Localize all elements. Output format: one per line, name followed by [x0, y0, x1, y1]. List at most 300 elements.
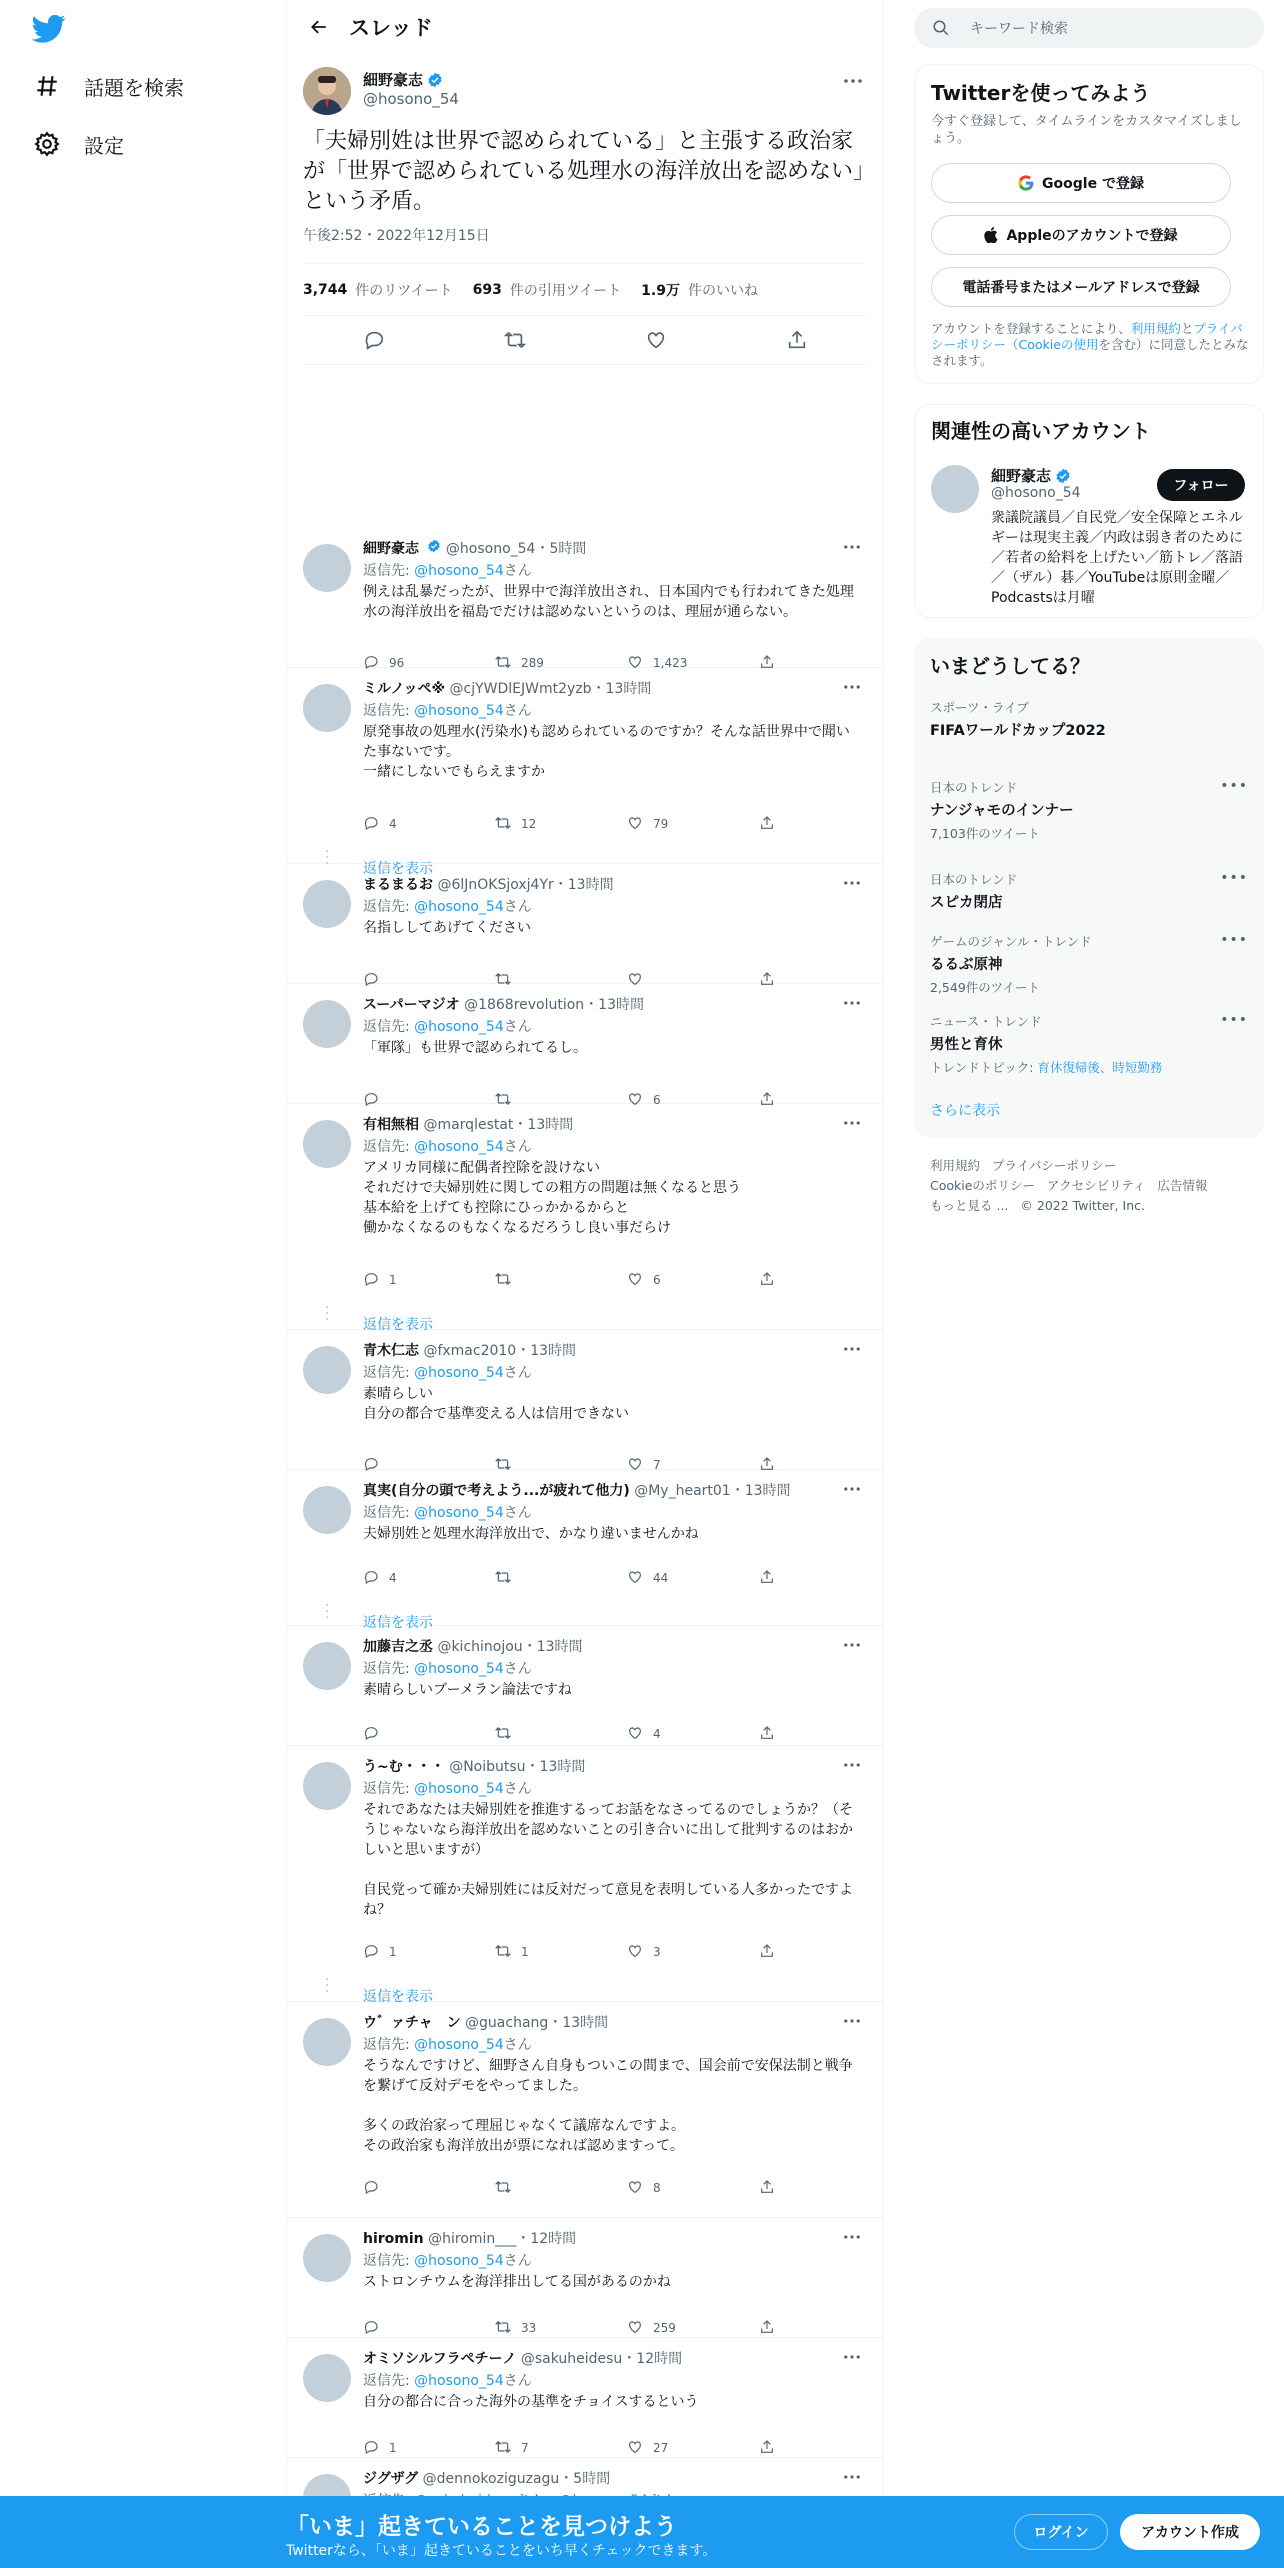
- reply-text: 素晴らしい 自分の都合で基準変える人は信用できない: [363, 1386, 629, 1422]
- reply-to-suffix: さん: [503, 2373, 532, 2389]
- reply-to-prefix: 返信先:: [363, 1781, 415, 1797]
- legal-privacy-link[interactable]: プライバシーポリシー: [931, 321, 1243, 352]
- avatar[interactable]: [303, 2234, 351, 2282]
- nav-explore[interactable]: [32, 64, 184, 108]
- reply-to: [363, 1502, 532, 1522]
- reply-actions: [363, 1270, 803, 1290]
- reply-to: [363, 1778, 532, 1798]
- reply-count: 4: [389, 817, 397, 831]
- main-column: [286, 0, 884, 2568]
- reply-tweet[interactable]: [287, 2002, 883, 2218]
- reply-to: [363, 1016, 532, 1036]
- show-replies-link[interactable]: 返信を表示: [363, 1317, 433, 1333]
- trend-topic-prefix: トレンドトピック:: [930, 1060, 1038, 1075]
- avatar[interactable]: [303, 67, 351, 115]
- reply-author-name[interactable]: オミソシルフラペチーノ: [363, 2351, 517, 2367]
- reply-to-link[interactable]: @hosono_54: [414, 2037, 504, 2053]
- like-icon: [627, 2439, 643, 2458]
- tweet-stats: [303, 263, 867, 316]
- reply-button[interactable]: [363, 1725, 495, 1744]
- reply-to-suffix: さん: [503, 1365, 532, 1381]
- reply-tweet[interactable]: [287, 864, 883, 984]
- share-button[interactable]: [759, 2179, 775, 2198]
- like-icon: [627, 1725, 643, 1744]
- reply-to-prefix: 返信先:: [363, 2373, 415, 2389]
- reply-author-name[interactable]: う~む・・・: [363, 1759, 445, 1775]
- retweet-icon: [495, 1943, 511, 1962]
- google-signup-label: Google で登録: [1042, 176, 1144, 192]
- like-icon[interactable]: [645, 329, 667, 351]
- reply-author-name[interactable]: まるまるお: [363, 877, 433, 893]
- like-count: 79: [653, 817, 669, 831]
- trend-title: FIFAワールドカップ2022: [930, 723, 1106, 739]
- retweet-count-label: 件のリツイート: [355, 282, 453, 299]
- reply-to-link[interactable]: @hosono_54: [414, 899, 504, 915]
- reply-to: [363, 1136, 532, 1156]
- reply-to-link[interactable]: @hosono_54: [414, 2253, 504, 2269]
- more-options-icon[interactable]: [839, 992, 865, 1014]
- nav-settings[interactable]: [32, 122, 124, 166]
- share-icon: [759, 1569, 775, 1588]
- legal-terms-link[interactable]: 利用規約: [1130, 321, 1181, 336]
- avatar[interactable]: [303, 544, 351, 592]
- reply-time[interactable]: ・13時間: [553, 877, 614, 893]
- reply-button[interactable]: [363, 2179, 495, 2198]
- like-button[interactable]: [627, 815, 759, 834]
- hashtag-icon: [32, 71, 62, 101]
- footer-cookie[interactable]: Cookieのポリシー: [930, 1178, 1035, 1193]
- avatar[interactable]: [303, 684, 351, 732]
- reply-time[interactable]: ・13時間: [525, 1759, 586, 1775]
- retweet-button[interactable]: [495, 2439, 627, 2458]
- reply-button[interactable]: [363, 2439, 495, 2458]
- reply-to-suffix: さん: [503, 563, 532, 579]
- reply-text: 例えは乱暴だったが、世界中で海洋放出され、日本国内でも行われてきた処理水の海洋放出を福島でだけは認めないというのは、理屈が通らない。: [363, 584, 854, 620]
- avatar[interactable]: [303, 2354, 351, 2402]
- more-options-icon[interactable]: •••: [1220, 1012, 1248, 1028]
- like-count: 4: [653, 1727, 661, 1741]
- more-options-icon[interactable]: [839, 676, 865, 698]
- avatar[interactable]: [303, 880, 351, 928]
- reply-author-name[interactable]: ミルノッペ※: [363, 681, 446, 697]
- reply-time[interactable]: ・5時間: [559, 2471, 611, 2487]
- reply-actions: [363, 1568, 803, 1588]
- reply-to-prefix: 返信先:: [363, 703, 415, 719]
- reply-author-name[interactable]: 加藤吉之丞: [363, 1639, 433, 1655]
- reply-to-suffix: さん: [503, 1019, 532, 1035]
- reply-author-name[interactable]: スーパーマジオ: [363, 997, 460, 1013]
- create-account-button[interactable]: アカウント作成: [1120, 2514, 1260, 2550]
- trends-show-more[interactable]: さらに表示: [930, 1103, 1000, 1119]
- retweet-icon: [495, 2319, 511, 2338]
- reply-button[interactable]: [363, 815, 495, 834]
- reply-tweet[interactable]: [287, 984, 883, 1107]
- retweet-count: 7: [521, 2441, 529, 2455]
- reply-author-handle[interactable]: @1868revolution: [464, 997, 585, 1013]
- more-options-icon[interactable]: [839, 1754, 865, 1776]
- like-count: 27: [653, 2441, 669, 2455]
- reply-author-handle[interactable]: @dennokoziguzagu: [422, 2471, 560, 2487]
- share-icon: [759, 815, 775, 834]
- retweet-count: 289: [521, 656, 544, 670]
- more-options-icon[interactable]: [839, 2466, 865, 2488]
- reply-author-handle[interactable]: @fxmac2010: [423, 1343, 517, 1359]
- avatar[interactable]: [303, 1642, 351, 1690]
- share-button[interactable]: [759, 1943, 775, 1962]
- reply-author-handle[interactable]: @sakuheidesu: [520, 2351, 623, 2367]
- like-button[interactable]: [627, 1725, 759, 1744]
- share-button[interactable]: [759, 1271, 775, 1290]
- apple-icon: [984, 227, 998, 243]
- reply-header: [363, 2228, 576, 2248]
- reply-author-name[interactable]: ジグザグ: [363, 2471, 419, 2487]
- page-title: スレッド: [349, 15, 433, 40]
- reply-to-prefix: 返信先:: [363, 2037, 415, 2053]
- reply-to-link[interactable]: @hosono_54: [414, 703, 504, 719]
- google-signup-button[interactable]: [931, 163, 1231, 203]
- more-options-icon[interactable]: •••: [1220, 932, 1248, 948]
- like-count: 6: [653, 1273, 661, 1287]
- related-name[interactable]: [991, 465, 1071, 486]
- phone-signup-button[interactable]: [931, 267, 1231, 307]
- gear-icon: [32, 129, 62, 159]
- page-header: [287, 0, 883, 53]
- reply-text: それであなたは夫婦別姓を推進するってお話をなさってるのでしょうか？（そうじゃないなら海洋放出を認めないことの引き合いに出して批判するのはおかしいと思いますが） 自民党って確か夫婦別姓には反対だって意見を表明している人多かったですよね？: [363, 1802, 853, 1918]
- legal-prefix: アカウントを登録することにより、: [931, 321, 1131, 336]
- reply-author-handle[interactable]: @marqlestat: [423, 1117, 514, 1133]
- trend-item[interactable]: [930, 932, 1248, 996]
- retweet-button[interactable]: [495, 1725, 627, 1744]
- retweet-count: 33: [521, 2321, 537, 2335]
- reply-actions: [363, 2178, 803, 2198]
- more-options-icon[interactable]: [839, 2010, 865, 2032]
- related-title: 関連性の高いアカウント: [931, 419, 1151, 443]
- reply-author-handle[interactable]: @6lJnOKSjoxj4Yr: [437, 877, 554, 893]
- more-options-icon[interactable]: [839, 2226, 865, 2248]
- share-icon: [759, 2319, 775, 2338]
- reply-button[interactable]: [363, 1271, 495, 1290]
- reply-tweet[interactable]: [287, 1626, 883, 1746]
- reply-time[interactable]: ・13時間: [730, 1483, 791, 1499]
- reply-to: [363, 560, 532, 580]
- reply-icon[interactable]: [363, 329, 385, 351]
- apple-signup-button[interactable]: [931, 215, 1231, 255]
- retweet-icon[interactable]: [504, 329, 526, 351]
- legal-cookie-link[interactable]: （Cookieの使用: [1006, 337, 1099, 352]
- back-arrow-icon[interactable]: [299, 7, 339, 47]
- reply-count: 4: [389, 1571, 397, 1585]
- like-icon: [627, 1943, 643, 1962]
- share-button[interactable]: [759, 2439, 775, 2458]
- quote-count-label: 件の引用ツイート: [509, 282, 622, 299]
- like-count[interactable]: 1.9万: [641, 282, 680, 299]
- reply-tweet[interactable]: [287, 1470, 883, 1631]
- retweet-icon: [495, 815, 511, 834]
- reply-time[interactable]: ・13時間: [591, 681, 652, 697]
- like-icon: [627, 1271, 643, 1290]
- reply-to-link[interactable]: @hosono_54: [414, 1139, 504, 1155]
- reply-to-link[interactable]: @hosono_54: [414, 563, 504, 579]
- reply-author-name[interactable]: 青木仁志: [363, 1343, 419, 1359]
- reply-to: [363, 1658, 532, 1678]
- trends-card: [914, 638, 1264, 1138]
- signup-title: Twitterを使ってみよう: [931, 81, 1151, 105]
- more-options-icon[interactable]: [839, 2346, 865, 2368]
- trend-item[interactable]: [930, 698, 1248, 740]
- retweet-button[interactable]: [495, 2319, 627, 2338]
- related-accounts-card: [914, 404, 1264, 618]
- like-button[interactable]: [627, 1943, 759, 1962]
- reply-to-prefix: 返信先:: [363, 1139, 415, 1155]
- retweet-button[interactable]: [495, 815, 627, 834]
- reply-tweet[interactable]: [287, 1330, 883, 1470]
- trend-topic: [930, 1058, 1248, 1076]
- reply-to-link[interactable]: @hosono_54: [414, 1019, 504, 1035]
- signup-legal: [931, 321, 1249, 369]
- footer-more[interactable]: もっと見る ...: [930, 1198, 1009, 1213]
- reply-actions: [363, 2438, 803, 2458]
- avatar[interactable]: [303, 2018, 351, 2066]
- reply-to-suffix: さん: [503, 2253, 532, 2269]
- legal-suffix: を含む）に同意したとみなされます。: [931, 337, 1249, 368]
- thread-dots: [325, 1978, 329, 1996]
- reply-to-link[interactable]: @hosono_54: [414, 1505, 504, 1521]
- more-options-icon[interactable]: [839, 1634, 865, 1656]
- like-icon: [627, 1569, 643, 1588]
- trend-category: ゲームのジャンル・トレンド: [930, 934, 1092, 949]
- share-icon: [759, 1943, 775, 1962]
- reply-tweet[interactable]: [287, 2218, 883, 2338]
- like-icon: [627, 2179, 643, 2198]
- like-count: 259: [653, 2321, 676, 2335]
- reply-tweet[interactable]: [287, 668, 883, 877]
- reply-to-link[interactable]: @hosono_54: [414, 2373, 504, 2389]
- reply-author-handle[interactable]: @Noibutsu: [449, 1759, 526, 1775]
- reply-header: [363, 2348, 682, 2368]
- reply-text: アメリカ同様に配偶者控除を設けない それだけで夫婦別姓に関しての粗方の問題は無くなると思う 基本給を上げても控除にひっかかるからと 働かなくなるのもなくなるだろうし良い事だらけ: [363, 1160, 741, 1236]
- more-options-icon[interactable]: [839, 872, 865, 894]
- reply-time[interactable]: ・13時間: [584, 997, 645, 1013]
- more-options-icon[interactable]: [839, 536, 865, 558]
- like-count: 3: [653, 1945, 661, 1959]
- footer-links: [930, 1156, 1260, 1216]
- share-button[interactable]: [759, 1569, 775, 1588]
- reply-author-handle[interactable]: @hosono_54: [445, 541, 536, 557]
- reply-to-suffix: さん: [503, 899, 532, 915]
- reply-time[interactable]: ・13時間: [548, 2015, 609, 2031]
- trend-item[interactable]: [930, 870, 1248, 912]
- retweet-button[interactable]: [495, 1943, 627, 1962]
- tweet-timestamp[interactable]: 午後2:52・2022年12月15日: [303, 228, 490, 244]
- follow-button[interactable]: フォロー: [1157, 469, 1245, 501]
- twitter-logo-icon[interactable]: [32, 14, 66, 44]
- reply-time[interactable]: ・13時間: [522, 1639, 583, 1655]
- share-icon[interactable]: [786, 329, 808, 351]
- reply-header: [363, 1480, 791, 1500]
- reply-author-name[interactable]: 細野豪志: [363, 541, 419, 557]
- reply-author-handle[interactable]: @My_heart01: [634, 1483, 731, 1499]
- reply-header: [363, 538, 586, 558]
- reply-author-handle[interactable]: @cjYWDlEJWmt2yzb: [449, 681, 592, 697]
- reply-icon: [363, 1725, 379, 1744]
- like-button[interactable]: [627, 2319, 759, 2338]
- signup-card: [914, 64, 1264, 384]
- retweet-count[interactable]: 3,744: [303, 281, 348, 298]
- reply-to-suffix: さん: [503, 1781, 532, 1797]
- reply-time[interactable]: ・13時間: [513, 1117, 574, 1133]
- reply-text: 夫婦別姓と処理水海洋放出で、かなり違いませんかね: [363, 1526, 699, 1542]
- share-button[interactable]: [759, 1725, 775, 1744]
- reply-button[interactable]: [363, 2319, 495, 2338]
- reply-tweet[interactable]: [287, 528, 883, 668]
- reply-author-name[interactable]: 真実(自分の頭で考えよう...が疲れて他力): [363, 1483, 630, 1499]
- reply-author-name[interactable]: 有相無相: [363, 1117, 419, 1133]
- share-icon: [759, 1725, 775, 1744]
- reply-time[interactable]: ・5時間: [535, 541, 587, 557]
- reply-actions: [363, 2318, 803, 2338]
- reply-header: [363, 1756, 585, 1776]
- retweet-icon: [495, 1569, 511, 1588]
- footer-privacy[interactable]: プライバシーポリシー: [992, 1158, 1117, 1173]
- like-icon: [627, 2319, 643, 2338]
- phone-signup-label: 電話番号またはメールアドレスで登録: [962, 280, 1200, 296]
- reply-to-link[interactable]: @hosono_54: [414, 1781, 504, 1797]
- trend-item[interactable]: [930, 1012, 1248, 1076]
- trend-category: ニュース・トレンド: [930, 1014, 1042, 1029]
- retweet-button[interactable]: [495, 2179, 627, 2198]
- trend-title: 男性と育休: [930, 1037, 1003, 1053]
- retweet-icon: [495, 1271, 511, 1290]
- thread-dots: [325, 1306, 329, 1324]
- reply-to-suffix: さん: [503, 1139, 532, 1155]
- apple-signup-label: Appleのアカウントで登録: [1006, 228, 1178, 244]
- reply-button[interactable]: [363, 1943, 495, 1962]
- trends-title: いまどうしてる？: [930, 654, 1090, 678]
- reply-header: [363, 874, 614, 894]
- like-count: 44: [653, 1571, 669, 1585]
- reply-time[interactable]: ・12時間: [516, 2231, 577, 2247]
- trend-title: ナンジャモのインナー: [930, 803, 1074, 819]
- retweet-count: 1: [521, 1945, 529, 1959]
- like-button[interactable]: [627, 1569, 759, 1588]
- trend-count: 2,549件のツイート: [930, 980, 1040, 995]
- avatar[interactable]: [303, 1346, 351, 1394]
- reply-icon: [363, 2179, 379, 2198]
- author-handle[interactable]: @hosono_54: [363, 90, 459, 108]
- author-name-text: 細野豪志: [363, 71, 424, 89]
- more-options-icon[interactable]: [839, 67, 867, 95]
- reply-count: 1: [389, 1273, 397, 1287]
- reply-author-name[interactable]: hiromin: [363, 2231, 424, 2247]
- avatar[interactable]: [303, 1120, 351, 1168]
- reply-author-handle[interactable]: @guachang: [465, 2015, 549, 2031]
- related-handle[interactable]: @hosono_54: [991, 485, 1081, 501]
- reply-to-prefix: 返信先:: [363, 1505, 415, 1521]
- like-count: 6: [653, 1093, 661, 1107]
- reply-to: [363, 700, 532, 720]
- like-button[interactable]: [627, 2439, 759, 2458]
- like-count: 7: [653, 1458, 661, 1472]
- reply-to: [363, 1362, 532, 1382]
- reply-tweet[interactable]: [287, 2338, 883, 2458]
- avatar[interactable]: [303, 1486, 351, 1534]
- retweet-button[interactable]: [495, 1569, 627, 1588]
- share-icon: [759, 1271, 775, 1290]
- show-replies-link[interactable]: 返信を表示: [363, 861, 433, 877]
- reply-to: [363, 2370, 532, 2390]
- reply-button[interactable]: [363, 1569, 495, 1588]
- reply-tweet[interactable]: [287, 1104, 883, 1333]
- more-options-icon[interactable]: [839, 1478, 865, 1500]
- reply-to-link[interactable]: @hosono_54: [414, 1661, 504, 1677]
- retweet-icon: [495, 1725, 511, 1744]
- like-button[interactable]: [627, 1271, 759, 1290]
- avatar[interactable]: [303, 1000, 351, 1048]
- quote-count[interactable]: 693: [472, 281, 502, 298]
- footer-copyright: © 2022 Twitter, Inc.: [1020, 1198, 1145, 1213]
- share-icon: [759, 2179, 775, 2198]
- footer-ads[interactable]: 広告情報: [1157, 1178, 1208, 1193]
- bottom-bar-subtitle: Twitterなら、「いま」起きていることをいち早くチェックできます。: [286, 2543, 717, 2559]
- more-options-icon[interactable]: •••: [1220, 778, 1248, 794]
- trend-title: るるぶ原神: [930, 957, 1003, 973]
- nav-settings-label: 設定: [84, 133, 124, 158]
- reply-to: [363, 896, 532, 916]
- like-button[interactable]: [627, 2179, 759, 2198]
- author-name[interactable]: [363, 69, 443, 90]
- show-replies-link[interactable]: 返信を表示: [363, 1615, 433, 1631]
- more-options-icon[interactable]: •••: [1220, 870, 1248, 886]
- avatar[interactable]: [303, 1762, 351, 1810]
- trend-category: 日本のトレンド: [930, 780, 1018, 795]
- trend-item[interactable]: [930, 778, 1248, 842]
- reply-text: そうなんですけど、細野さん自身もついこの間まで、国会前で安保法制と戦争を繋げて反対デモをやってました。 多くの政治家って理屈じゃなくて議席なんですよ。 その政治家も海洋放出が票になれば認めますって。: [363, 2058, 853, 2154]
- share-button[interactable]: [759, 815, 775, 834]
- reply-text: ストロンチウムを海洋排出してる国があるのかね: [363, 2274, 671, 2290]
- reply-tweet[interactable]: [287, 1746, 883, 2005]
- reply-to-prefix: 返信先:: [363, 1019, 415, 1035]
- reply-header: [363, 2012, 608, 2032]
- login-button[interactable]: ログイン: [1014, 2514, 1108, 2550]
- retweet-button[interactable]: [495, 1271, 627, 1290]
- signup-subtitle: 今すぐ登録して、タイムラインをカスタマイズしましょう。: [931, 114, 1242, 146]
- nav-explore-label: 話題を検索: [84, 75, 184, 100]
- tweet-actions: [303, 316, 867, 365]
- reply-to-link[interactable]: @hosono_54: [414, 1365, 504, 1381]
- tweet-text: 「夫婦別姓は世界で認められている」と主張する政治家が「世界で認められている処理水の海洋放出を認めない」という矛盾。: [303, 129, 865, 214]
- show-replies-link[interactable]: 返信を表示: [363, 1989, 433, 2005]
- reply-author-handle[interactable]: @kichinojou: [437, 1639, 523, 1655]
- more-options-icon[interactable]: [839, 1112, 865, 1134]
- footer-accessibility[interactable]: アクセシビリティ: [1046, 1178, 1146, 1193]
- reply-time[interactable]: ・12時間: [622, 2351, 683, 2367]
- bottom-signup-bar: [0, 2496, 1284, 2568]
- reply-icon: [363, 815, 379, 834]
- reply-author-name[interactable]: ウ゛ァチャ ン: [363, 2015, 461, 2031]
- footer-terms[interactable]: 利用規約: [930, 1158, 981, 1173]
- bottom-bar-title: 「いま」起きていることを見つけよう: [286, 2514, 677, 2540]
- reply-icon: [363, 1943, 379, 1962]
- search-input[interactable]: [914, 8, 1264, 48]
- reply-count: 96: [389, 656, 405, 670]
- share-button[interactable]: [759, 2319, 775, 2338]
- more-options-icon[interactable]: [839, 1338, 865, 1360]
- avatar[interactable]: [931, 465, 979, 513]
- reply-author-handle[interactable]: @hiromin___: [428, 2231, 517, 2247]
- reply-actions: [363, 1942, 803, 1962]
- reply-time[interactable]: ・13時間: [516, 1343, 577, 1359]
- trend-topic-links[interactable]: 育休復帰後、時短勤務: [1037, 1060, 1163, 1075]
